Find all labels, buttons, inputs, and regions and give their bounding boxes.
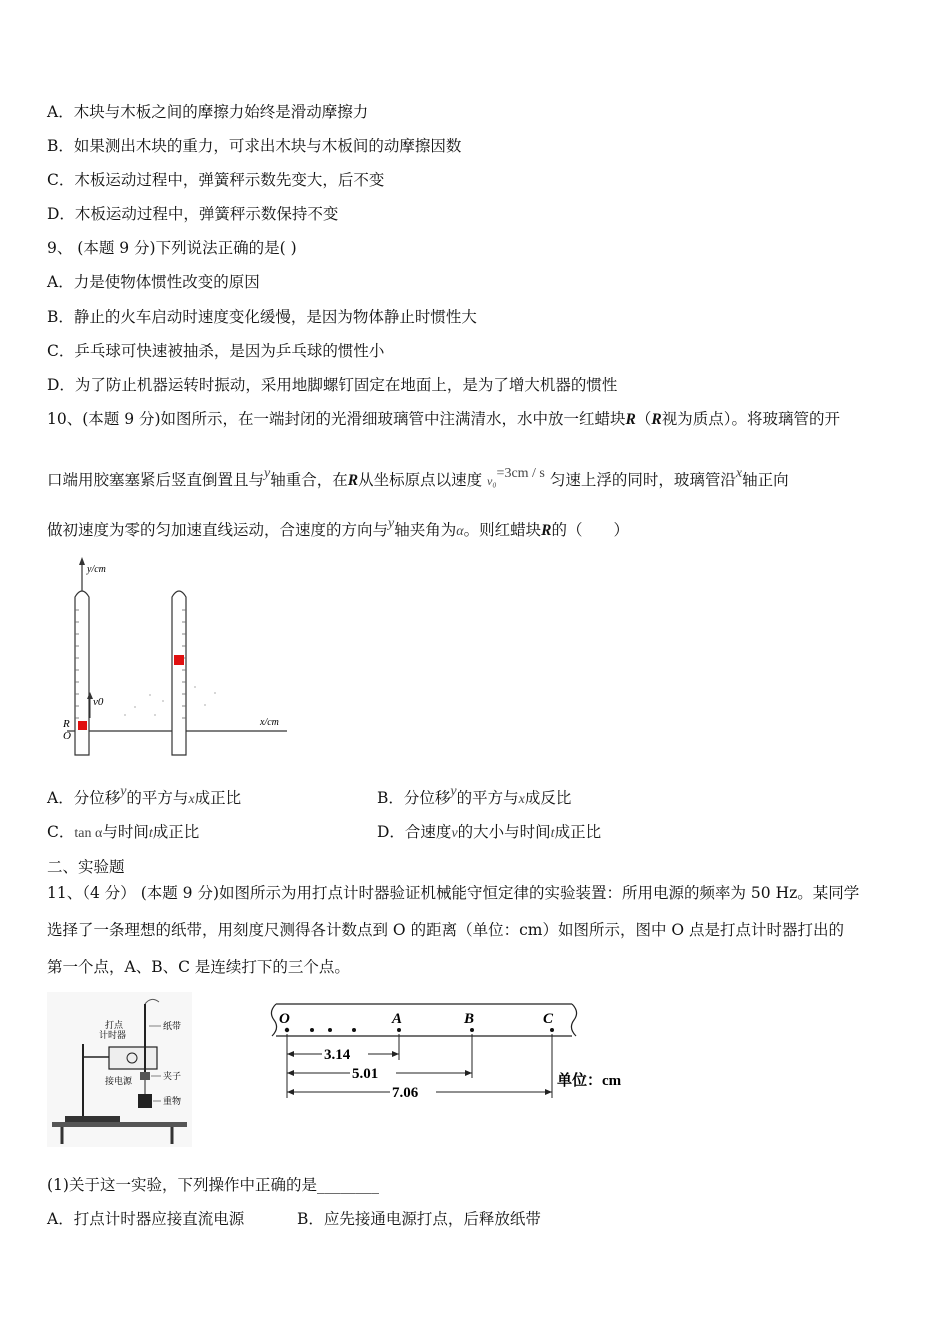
point-b: B	[464, 1011, 475, 1027]
timer-body	[109, 1047, 157, 1069]
x-axis-label: x/cm	[260, 717, 279, 728]
tape-dots	[285, 1028, 554, 1032]
q10-option-a: A．分位移y的平方与x成正比	[47, 784, 242, 807]
q9-option-b: B．静止的火车启动时速度变化缓慢，是因为物体静止时惯性大	[47, 308, 477, 326]
origin-label: O	[63, 730, 71, 742]
r-label: R	[63, 718, 70, 730]
clip	[140, 1072, 150, 1080]
q9-option-a: A．力是使物体惯性改变的原因	[47, 273, 260, 291]
label-timer-2: 计时器	[99, 1030, 127, 1040]
glass-tube-left	[75, 591, 89, 755]
label-tape: 纸带	[163, 1021, 182, 1031]
label-clip: 夹子	[163, 1071, 182, 1081]
q9-option-c: C．乒乓球可快速被抽杀，是因为乒乓球的惯性小	[47, 342, 385, 360]
q11-tape-figure	[262, 998, 642, 1106]
point-o: O	[279, 1011, 290, 1027]
q10-stem-line1: 10、(本题 9 分)如图所示，在一端封闭的光滑细玻璃管中注满清水，水中放一红蜡块R（R视为质点）。将玻璃管的开	[47, 410, 841, 428]
unit-label: 单位：cm	[557, 1073, 622, 1089]
v0-label: v0	[93, 696, 104, 708]
distance-ob: 5.01	[352, 1066, 379, 1082]
base-plate	[65, 1116, 120, 1122]
q11-option-b: B．应先接通电源打点，后释放纸带	[297, 1210, 541, 1228]
table	[52, 1122, 187, 1127]
q8-option-b: B．如果测出木块的重力，可求出木块与木板间的动摩擦因数	[47, 137, 462, 155]
q10-option-c: C．tan α与时间t成正比	[47, 823, 200, 841]
point-c: C	[543, 1011, 554, 1027]
weight	[138, 1094, 152, 1108]
trajectory-dots	[124, 686, 216, 716]
q10-figure	[55, 555, 295, 760]
q11-subquestion-1: (1)关于这一实验，下列操作中正确的是________	[47, 1176, 379, 1194]
q10-option-d: D．合速度v的大小与时间t成正比	[377, 823, 602, 841]
q11-stem-line3: 第一个点，A、B、C 是连续打下的三个点。	[47, 958, 350, 976]
q8-option-c: C．木板运动过程中，弹簧秤示数先变大，后不变	[47, 171, 385, 189]
q8-option-a: A．木块与木板之间的摩擦力始终是滑动摩擦力	[47, 103, 369, 121]
point-a: A	[392, 1011, 403, 1027]
q9-option-d: D．为了防止机器运转时振动，采用地脚螺钉固定在地面上，是为了增大机器的惯性	[47, 376, 618, 394]
distance-oc: 7.06	[392, 1085, 419, 1101]
wax-block-later	[174, 655, 184, 665]
label-power: 接电源	[105, 1076, 133, 1086]
label-timer-1: 打点	[105, 1020, 124, 1030]
q11-stem-line1: 11、（4 分） (本题 9 分)如图所示为用打点计时器验证机械能守恒定律的实验装置：所用电源的频率为 50 Hz。某同学	[47, 884, 860, 902]
q8-option-d: D．木板运动过程中，弹簧秤示数保持不变	[47, 205, 339, 223]
q10-option-b: B．分位移y的平方与x成反比	[377, 784, 572, 807]
q11-stem-line2: 选择了一条理想的纸带，用刻度尺测得各计数点到 O 的距离（单位：cm）如图所示，图中 O 点是打点计时器打出的	[47, 921, 845, 939]
label-weight: 重物	[163, 1096, 182, 1106]
y-axis-label: y/cm	[87, 564, 106, 575]
q9-stem: 9、 (本题 9 分)下列说法正确的是( )	[47, 239, 297, 257]
glass-tube-right	[172, 591, 186, 755]
tape-outline	[271, 1004, 576, 1036]
q10-stem-line2: 口端用胶塞塞紧后竖直倒置且与y轴重合，在R从坐标原点以速度 v₀=3cm / s 匀速上浮的同时，玻璃管沿x轴正向	[47, 466, 789, 489]
wax-block-start	[78, 721, 87, 730]
q11-option-a: A．打点计时器应接直流电源	[47, 1210, 245, 1228]
q11-apparatus-figure	[47, 992, 192, 1147]
section-heading: 二、实验题	[47, 858, 125, 876]
q10-stem-line3: 做初速度为零的匀加速直线运动，合速度的方向与y轴夹角为α。则红蜡块R的（ ）	[47, 516, 629, 539]
distance-oa: 3.14	[324, 1047, 351, 1063]
